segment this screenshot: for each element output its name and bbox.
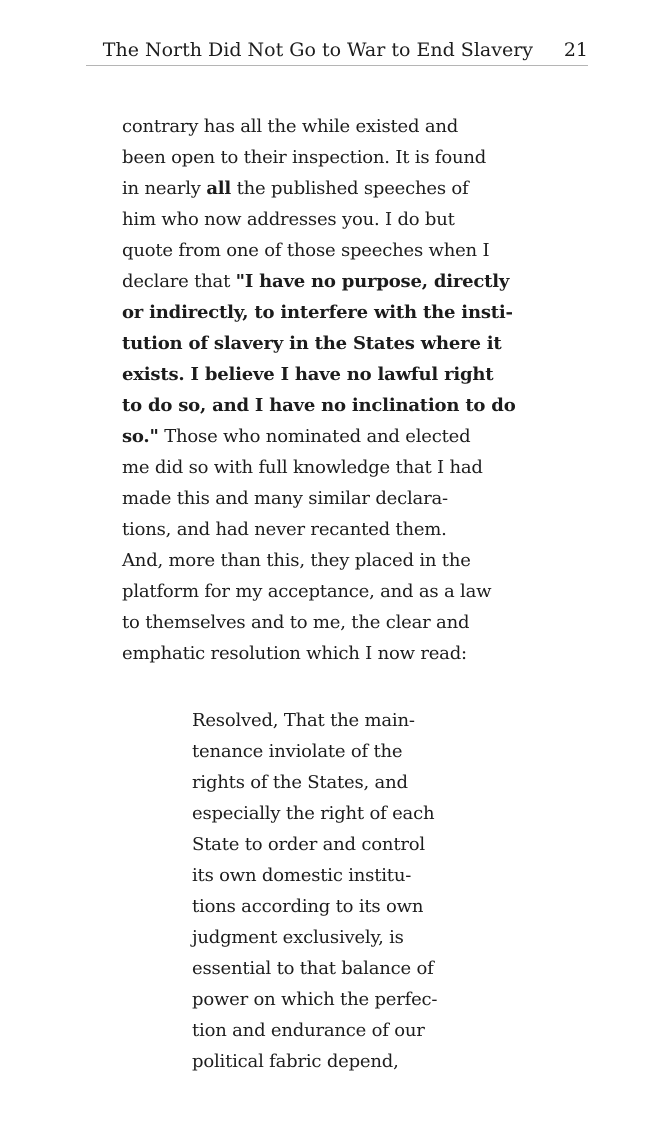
blockquote-line: tenance inviolate of the xyxy=(192,741,403,762)
text-line: to do so, and I have no inclination to do xyxy=(122,395,516,416)
blockquote-line: rights of the States, and xyxy=(192,772,408,793)
text-line: contrary has all the while existed and xyxy=(122,116,459,137)
body-text xyxy=(122,111,650,1077)
blockquote xyxy=(192,705,650,1077)
blockquote-line: power on which the perfec- xyxy=(192,989,438,1010)
text-line: me did so with full knowledge that I had xyxy=(122,457,483,478)
blockquote-line: tion and endurance of our xyxy=(192,1020,425,1041)
text-line: in nearly all the published speeches of xyxy=(122,178,469,199)
text-line: him who now addresses you. I do but xyxy=(122,209,455,230)
blockquote-line: political fabric depend, xyxy=(192,1051,399,1072)
text-line: exists. I believe I have no lawful right xyxy=(122,364,494,385)
blockquote-line: State to order and control xyxy=(192,834,425,855)
blockquote-line: its own domestic institu- xyxy=(192,865,412,886)
text-line: tution of slavery in the States where it xyxy=(122,333,502,354)
text-line: been open to their inspection. It is found xyxy=(122,147,487,168)
paragraph xyxy=(122,111,650,669)
text-line: declare that "I have no purpose, directly xyxy=(122,271,510,292)
text-line: so." Those who nominated and elected xyxy=(122,426,471,447)
blockquote-line: judgment exclusively, is xyxy=(192,927,404,948)
text-line: to themselves and to me, the clear and xyxy=(122,612,470,633)
text-line: And, more than this, they placed in the xyxy=(122,550,471,571)
text-line: quote from one of those speeches when I xyxy=(122,240,490,261)
blockquote-line: tions according to its own xyxy=(192,896,424,917)
blockquote-line: especially the right of each xyxy=(192,803,435,824)
page-number: 21 xyxy=(563,39,588,61)
blockquote-line: essential to that balance of xyxy=(192,958,434,979)
chapter-title: The North Did Not Go to War to End Slavery xyxy=(102,39,534,61)
blockquote-line: Resolved, That the main- xyxy=(192,710,415,731)
text-line: made this and many similar declara- xyxy=(122,488,448,509)
page-header xyxy=(86,38,588,66)
text-line: emphatic resolution which I now read: xyxy=(122,643,467,664)
text-line: or indirectly, to interfere with the insti- xyxy=(122,302,513,323)
text-line: platform for my acceptance, and as a law xyxy=(122,581,492,602)
text-line: tions, and had never recanted them. xyxy=(122,519,447,540)
